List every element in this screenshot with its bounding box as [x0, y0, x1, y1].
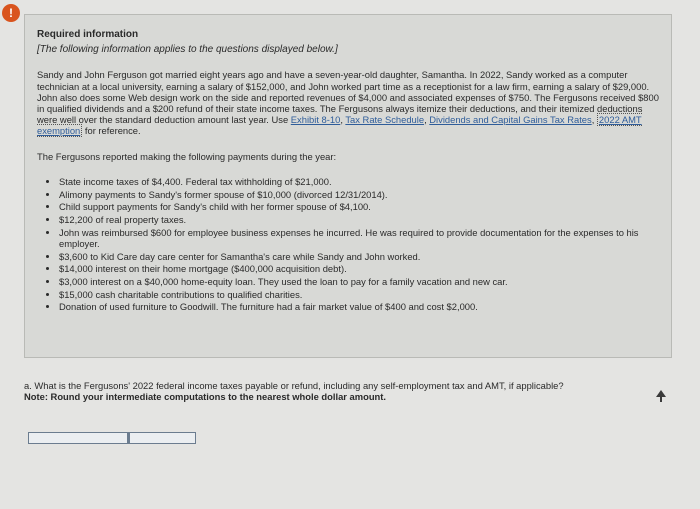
- link-separator: ,: [340, 114, 346, 126]
- scenario-text: Sandy and John Ferguson got married eight years ago and have a seven-year-old daughter, Samantha. In 2022, Sandy worked as a computer technician at a local university, earning a salary of $152,000, and John worked part time as a receptionist for a law firm, earning a salary of $29,000. John also does some Web design work on the side and reported revenues of $4,000 and associated expenses of $750. The Fergusons received $800 in qualified dividends and a $200 refund of their state income taxes. The Fergusons always itemize their deductions, and their itemized deductions were well over the standard deduction amount last year. Use: [37, 69, 659, 126]
- scenario-paragraph: [37, 69, 659, 136]
- payment-item: • $14,000 interest on their home mortgage ($400,000 acquisition debt).: [59, 263, 659, 274]
- question-section: [24, 380, 672, 402]
- required-information-panel: [24, 14, 672, 358]
- payment-item: • State income taxes of $4,400. Federal tax withholding of $21,000.: [59, 176, 659, 187]
- cursor-icon: [655, 390, 667, 402]
- tax-rate-schedule-link[interactable]: Tax Rate Schedule: [345, 114, 425, 126]
- amt-exemption-link[interactable]: 2022 AMT exemption: [37, 114, 642, 137]
- answer-row: [28, 432, 196, 444]
- payment-item: • $3,000 interest on a $40,000 home-equity loan. They used the loan to pay for a family vacation and new car.: [59, 276, 659, 287]
- applies-note: [The following information applies to the questions displayed below.]: [37, 44, 338, 56]
- alert-icon: !: [2, 4, 20, 22]
- link-separator: ,: [591, 114, 597, 126]
- required-information-title: Required information: [37, 29, 139, 40]
- rounding-note: Note: Round your intermediate computations to the nearest whole dollar amount.: [24, 391, 387, 403]
- answer-amount-input[interactable]: [128, 432, 196, 444]
- scenario-tail: for reference.: [82, 125, 141, 137]
- link-separator: ,: [424, 114, 430, 126]
- payment-item: • $15,000 cash charitable contributions to qualified charities.: [59, 289, 659, 300]
- exhibit-8-10-link[interactable]: Exhibit 8-10: [290, 114, 341, 126]
- question-text: a. What is the Fergusons' 2022 federal income taxes payable or refund, including any self-employment tax and AMT, if applicable?: [24, 380, 564, 391]
- payment-item: • Alimony payments to Sandy's former spouse of $10,000 (divorced 12/31/2014).: [59, 189, 659, 200]
- payment-item: • Donation of used furniture to Goodwill. The furniture had a fair market value of $400 and cost $2,000.: [59, 301, 659, 312]
- payment-item: • $12,200 of real property taxes.: [59, 214, 659, 225]
- payment-item: • $3,600 to Kid Care day care center for Samantha's care while Sandy and John worked.: [59, 251, 659, 262]
- dividends-capital-gains-link[interactable]: Dividends and Capital Gains Tax Rates: [429, 114, 592, 126]
- payment-item: • Child support payments for Sandy's child with her former spouse of $4,100.: [59, 201, 659, 212]
- payments-list: [37, 176, 659, 313]
- payments-intro: The Fergusons reported making the following payments during the year:: [37, 150, 337, 162]
- payment-item: • John was reimbursed $600 for employee business expenses he incurred. He was required to provide documentation for the expenses to his employer.: [59, 227, 659, 249]
- answer-label-input[interactable]: [28, 432, 128, 444]
